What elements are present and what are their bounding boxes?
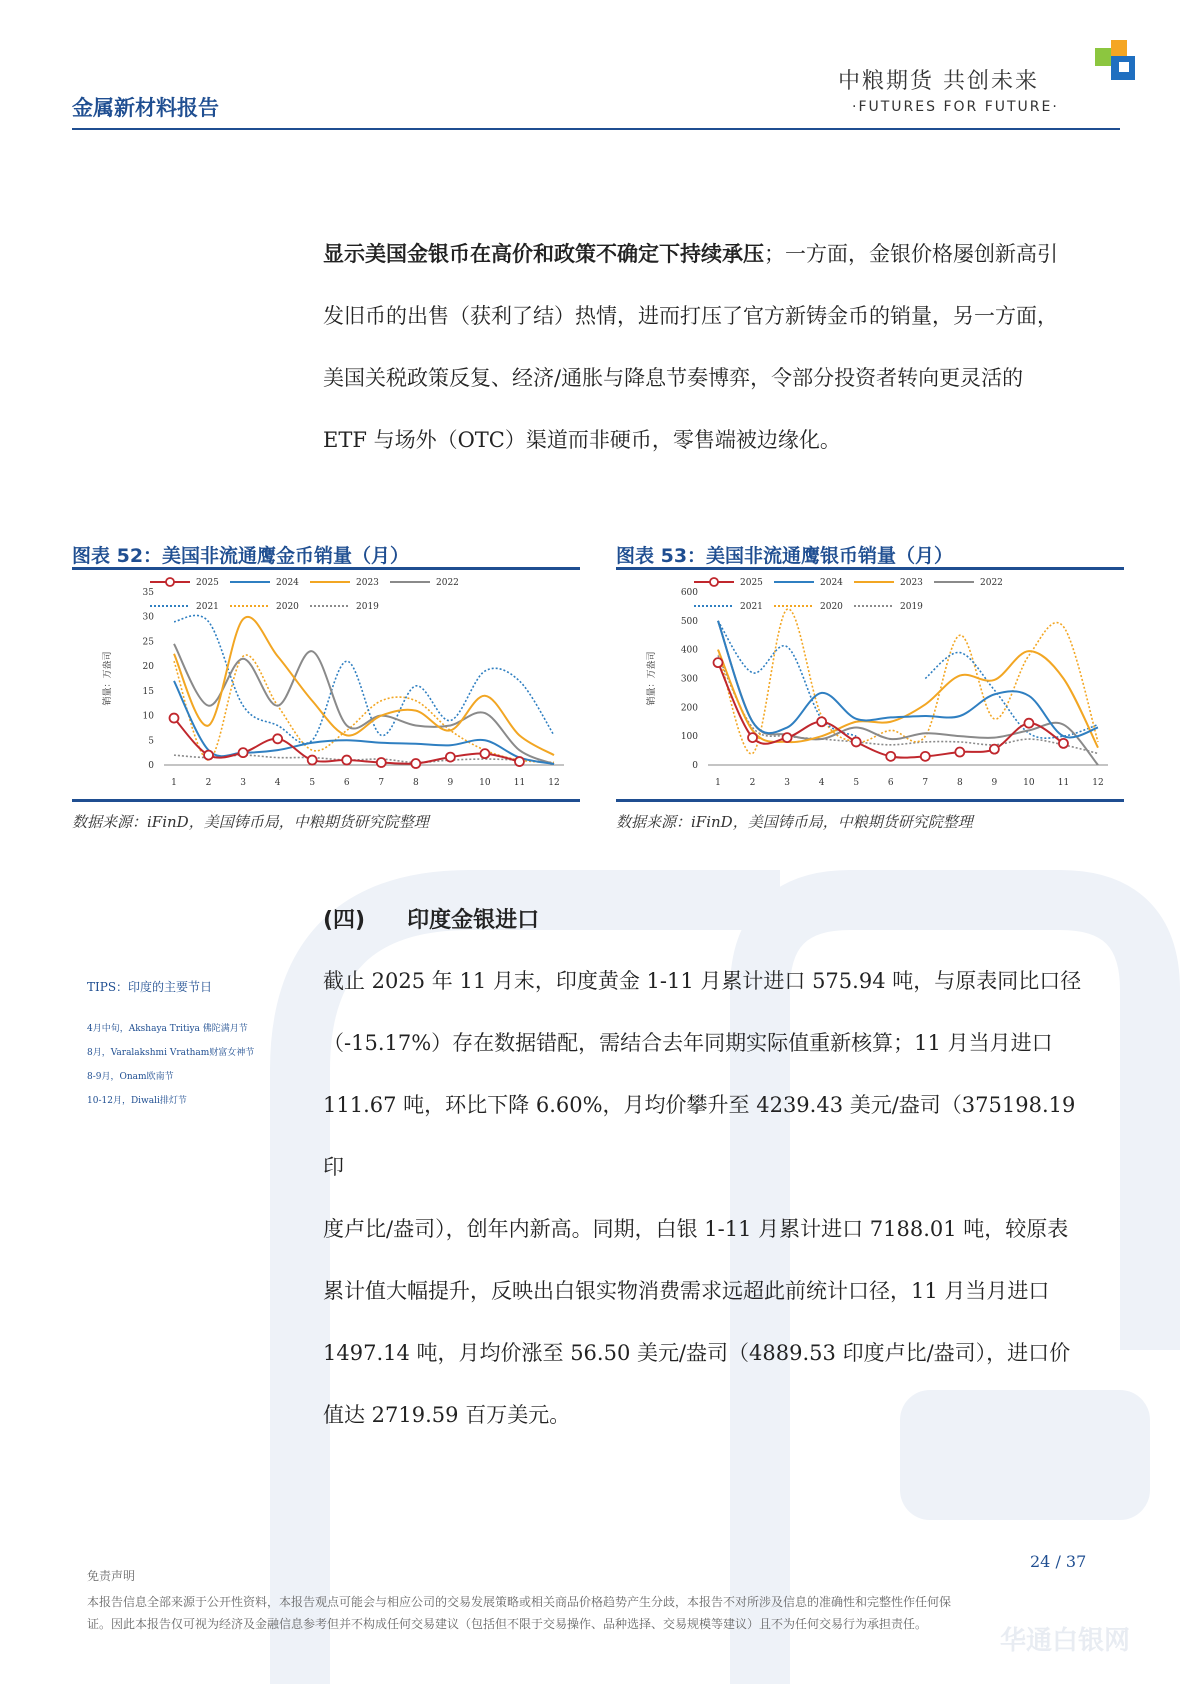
x-tick-label: 3 (784, 778, 790, 788)
y-tick-label: 100 (680, 732, 698, 743)
intro-paragraph (323, 223, 1103, 471)
legend-label-2020: 2020 (820, 602, 843, 612)
y-tick-label: 0 (692, 761, 698, 771)
series-line-2023 (174, 617, 554, 755)
x-tick-label: 5 (309, 778, 316, 788)
y-tick-label: 0 (148, 761, 154, 771)
section-paragraph (323, 950, 1103, 1446)
chart52-title: 图表 52：美国非流通鹰金币销量（月） (72, 545, 410, 567)
series-line-2025 (718, 663, 1063, 758)
legend-label-2023: 2023 (900, 578, 923, 588)
y-tick-label: 600 (680, 588, 698, 598)
y-tick-label: 30 (142, 612, 154, 623)
legend-label-2021: 2021 (196, 602, 219, 612)
data-point-2025 (170, 714, 179, 723)
x-tick-label: 4 (274, 778, 281, 788)
section-line: 111.67 吨，环比下降 6.60%，月均价攀升至 4239.43 美元/盎司（375198.19 印 (323, 1093, 1076, 1179)
x-tick-label: 7 (378, 778, 385, 788)
x-tick-label: 12 (1092, 778, 1104, 788)
data-point-2025 (480, 749, 489, 758)
section-number: (四) (323, 908, 366, 933)
data-point-2025 (955, 748, 964, 757)
data-point-2025 (273, 734, 282, 743)
chart53-plot (616, 572, 1124, 800)
x-tick-label: 7 (922, 778, 929, 788)
section-line: 1497.14 吨，月均价涨至 56.50 美元/盎司（4889.53 印度卢比/盎司），进口价 (323, 1341, 1071, 1365)
tips-title: TIPS：印度的主要节日 (87, 980, 213, 994)
y-tick-label: 15 (142, 686, 154, 697)
x-tick-label: 8 (412, 778, 419, 788)
x-tick-label: 1 (715, 778, 721, 788)
data-point-2025 (377, 758, 386, 767)
legend-label-2019: 2019 (900, 602, 923, 612)
section-line: 值达 2719.59 百万美元。 (323, 1403, 571, 1427)
x-tick-label: 8 (956, 778, 963, 788)
section-title: 印度金银进口 (407, 908, 540, 933)
x-tick-label: 9 (447, 778, 454, 788)
y-tick-label: 25 (142, 637, 154, 648)
legend-label-2025: 2025 (196, 578, 219, 588)
x-tick-label: 4 (818, 778, 825, 788)
tip-item: 10-12月，Diwali排灯节 (87, 1096, 187, 1106)
data-point-2025 (852, 737, 861, 746)
data-point-2025 (446, 753, 455, 762)
chart53-top-line (616, 567, 1124, 570)
section-line: 度卢比/盎司），创年内新高。同期，白银 1-11 月累计进口 7188.01 吨，较原表 (323, 1217, 1069, 1241)
y-axis-label: 销量：万盎司 (647, 651, 657, 706)
section-line: 截止 2025 年 11 月末，印度黄金 1-11 月累计进口 575.94 吨，与原表同比口径 (323, 969, 1082, 993)
disclaimer-line: 证。因此本报告仅可视为经济及金融信息参考但并不构成任何交易建议（包括但不限于交易操作、品种选择、交易规模等建议）且不为任何交易行为承担责任。 (87, 1617, 928, 1631)
chart52-bottom-line (72, 799, 580, 802)
x-tick-label: 6 (887, 778, 894, 788)
y-axis-label: 销量：万盎司 (103, 651, 113, 706)
legend-label-2023: 2023 (356, 578, 379, 588)
series-line-2021 (718, 621, 856, 736)
data-point-2025 (886, 752, 895, 761)
legend-label-2022: 2022 (980, 578, 1003, 588)
section-line: （-15.17%）存在数据错配，需结合去年同期实际值重新核算；11 月当月进口 (323, 1031, 1053, 1055)
y-tick-label: 500 (680, 616, 698, 627)
legend-label-2022: 2022 (436, 578, 459, 588)
tip-item: 8-9月，Onam欧南节 (87, 1072, 174, 1082)
data-point-2025 (748, 733, 757, 742)
intro-line3: 美国关税政策反复、经济/通胀与降息节奏博弈，令部分投资者转向更灵活的 (323, 366, 1024, 390)
chart53-title: 图表 53：美国非流通鹰银币销量（月） (616, 545, 954, 567)
x-tick-label: 2 (749, 778, 756, 788)
series-line-2022 (718, 621, 1098, 765)
x-tick-label: 3 (240, 778, 246, 788)
chart52-source: 数据来源：iFinD，美国铸币局，中粮期货研究院整理 (72, 813, 429, 831)
tip-item: 4月中旬，Akshaya Tritiya 佛陀满月节 (87, 1024, 248, 1034)
chart52-top-line (72, 567, 580, 570)
legend-label-2019: 2019 (356, 602, 379, 612)
y-tick-label: 400 (680, 645, 698, 656)
data-point-2025 (817, 717, 826, 726)
x-tick-label: 11 (1057, 778, 1070, 788)
disclaimer-title: 免责声明 (87, 1569, 136, 1583)
y-tick-label: 20 (142, 662, 154, 673)
data-point-2025 (783, 733, 792, 742)
report-title: 金属新材料报告 (72, 96, 219, 120)
x-tick-label: 10 (479, 778, 491, 788)
y-tick-label: 35 (142, 588, 154, 598)
intro-line2: 发旧币的出售（获利了结）热情，进而打压了官方新铸金币的销量，另一方面， (323, 304, 1058, 328)
tips-sidebar (87, 978, 317, 1117)
legend-marker-2025 (710, 578, 718, 586)
chart52-plot (72, 572, 580, 800)
chart53-source: 数据来源：iFinD，美国铸币局，中粮期货研究院整理 (616, 813, 973, 831)
logo-icon (1095, 40, 1137, 82)
data-point-2025 (515, 757, 524, 766)
x-tick-label: 5 (853, 778, 860, 788)
data-point-2025 (1059, 739, 1068, 748)
data-point-2025 (411, 759, 420, 768)
data-point-2025 (342, 756, 351, 765)
tip-item: 8月，Varalakshmi Vratham财富女神节 (87, 1048, 255, 1058)
x-tick-label: 2 (205, 778, 212, 788)
data-point-2025 (990, 745, 999, 754)
data-point-2025 (204, 751, 213, 760)
y-tick-label: 5 (148, 736, 154, 747)
disclaimer-line: 本报告信息全部来源于公开性资料，本报告观点可能会与相应公司的交易发展策略或相关商品价格趋势产生分歧，本报告不对所涉及信息的准确性和完整性作任何保 (87, 1595, 952, 1609)
disclaimer (87, 1565, 1047, 1635)
legend-label-2025: 2025 (740, 578, 763, 588)
section-heading (323, 903, 581, 934)
legend-label-2024: 2024 (276, 578, 299, 588)
header-divider (72, 128, 1120, 130)
legend-label-2024: 2024 (820, 578, 843, 588)
data-point-2025 (921, 752, 930, 761)
data-point-2025 (1024, 719, 1033, 728)
page-number: 24 / 37 (1030, 1552, 1087, 1571)
legend-marker-2025 (166, 578, 174, 586)
x-tick-label: 6 (343, 778, 350, 788)
legend-label-2021: 2021 (740, 602, 763, 612)
y-tick-label: 200 (680, 703, 698, 714)
intro-line1: ；一方面，金银价格屡创新高引 (764, 242, 1058, 266)
x-tick-label: 12 (548, 778, 560, 788)
data-point-2025 (714, 658, 723, 667)
watermark-text: 华通白银网 (1000, 1626, 1131, 1656)
y-tick-label: 300 (680, 674, 698, 685)
intro-line4: ETF 与场外（OTC）渠道而非硬币，零售端被边缘化。 (323, 428, 841, 452)
logo-slogan: ·FUTURES FOR FUTURE· (852, 99, 1059, 115)
chart53-bottom-line (616, 799, 1124, 802)
legend-label-2020: 2020 (276, 602, 299, 612)
x-tick-label: 10 (1023, 778, 1035, 788)
x-tick-label: 1 (171, 778, 177, 788)
section-line: 累计值大幅提升，反映出白银实物消费需求远超此前统计口径，11 月当月进口 (323, 1279, 1050, 1303)
y-tick-label: 10 (142, 711, 154, 722)
logo-text: 中粮期货 共创未来 (838, 69, 1039, 94)
data-point-2025 (308, 756, 317, 765)
x-tick-label: 11 (513, 778, 526, 788)
intro-bold-lead: 显示美国金银币在高价和政策不确定下持续承压 (323, 242, 764, 266)
x-tick-label: 9 (991, 778, 998, 788)
data-point-2025 (239, 748, 248, 757)
